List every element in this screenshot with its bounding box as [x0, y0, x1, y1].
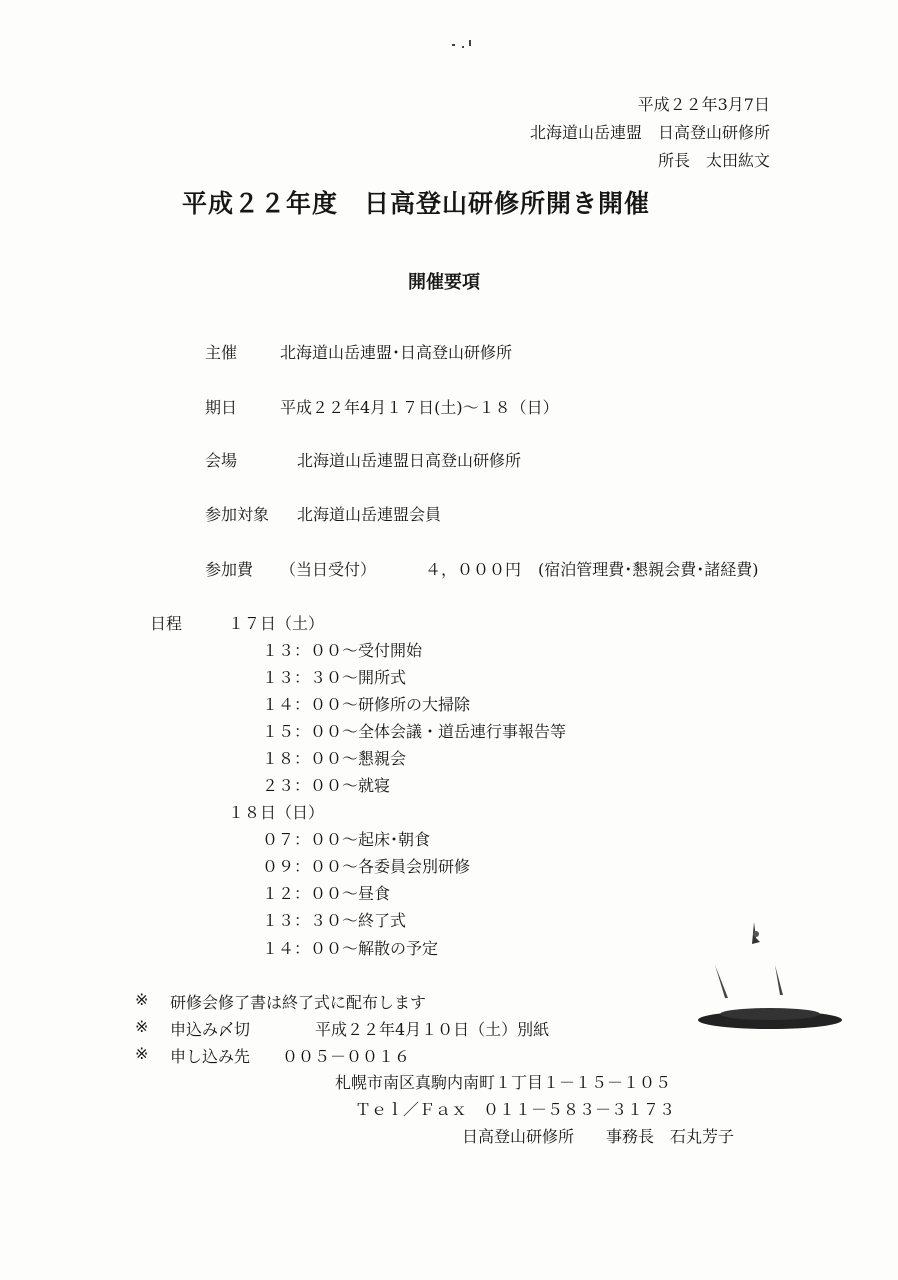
note-mark: ※	[135, 1044, 149, 1063]
day2-label: １８日（日）	[228, 803, 325, 822]
issuer-director: 所長 太田紘文	[657, 151, 770, 170]
fee-when: （当日受付）	[280, 560, 377, 579]
organizer-value: 北海道山岳連盟･日高登山研修所	[280, 343, 513, 362]
note-mark: ※	[135, 1017, 149, 1036]
section-title: 開催要項	[408, 272, 480, 293]
fee-amount: ４，０００円	[425, 560, 522, 579]
day1-label: １７日（土）	[228, 614, 325, 633]
schedule-entry: １３：００～受付開始	[262, 641, 423, 660]
scan-speck	[469, 40, 471, 46]
venue-label: 会場	[205, 451, 238, 470]
tel-fax: Ｔｅｌ／Ｆａｘ ０１１－５８３－３１７３	[355, 1100, 676, 1119]
postal-code: ００５－００１６	[282, 1047, 411, 1066]
schedule-entry: ２３：００～就寝	[262, 776, 391, 795]
fee-note: (宿泊管理費･懇親会費･諸経費)	[538, 560, 759, 579]
target-value: 北海道山岳連盟会員	[297, 505, 442, 524]
fee-label: 参加費	[205, 560, 254, 579]
page-title: 平成２２年度 日高登山研修所開き開催	[182, 189, 651, 218]
issue-date: 平成２２年3月7日	[637, 95, 770, 114]
address: 札幌市南区真駒内南町１丁目１－１５－１０５	[335, 1073, 672, 1092]
venue-value: 北海道山岳連盟日高登山研修所	[297, 451, 522, 470]
schedule-entry: １８：００～懇親会	[262, 749, 407, 768]
schedule-entry: １２：００～昼食	[262, 884, 391, 903]
apply-label: 申し込み先	[170, 1047, 251, 1066]
organizer-label: 主催	[205, 343, 238, 362]
schedule-entry: １４：００～研修所の大掃除	[262, 695, 471, 714]
ink-blot-graphic	[690, 910, 850, 1035]
note-mark: ※	[135, 990, 149, 1009]
date-label: 期日	[205, 398, 238, 417]
schedule-label: 日程	[150, 614, 183, 633]
contact-person: 日高登山研修所 事務長 石丸芳子	[462, 1127, 735, 1146]
deadline-label: 申込み〆切	[170, 1020, 251, 1039]
deadline-value: 平成２２年4月１０日（土）別紙	[315, 1020, 550, 1039]
scan-speck	[462, 46, 464, 48]
date-value: 平成２２年4月１７日(土)～１８（日）	[280, 398, 559, 417]
certificate-note: 研修会修了書は終了式に配布します	[170, 993, 427, 1012]
schedule-entry: １５：００～全体会議・道岳連行事報告等	[262, 722, 567, 741]
issuer-organization: 北海道山岳連盟 日高登山研修所	[529, 123, 770, 142]
scan-speck	[452, 44, 455, 46]
schedule-entry: １３：３０～終了式	[262, 911, 407, 930]
target-label: 参加対象	[205, 505, 270, 524]
schedule-entry: ０９：００～各委員会別研修	[262, 857, 471, 876]
schedule-entry: １４：００～解散の予定	[262, 939, 439, 958]
schedule-entry: ０７：００～起床･朝食	[262, 830, 431, 849]
schedule-entry: １３：３０～開所式	[262, 668, 407, 687]
